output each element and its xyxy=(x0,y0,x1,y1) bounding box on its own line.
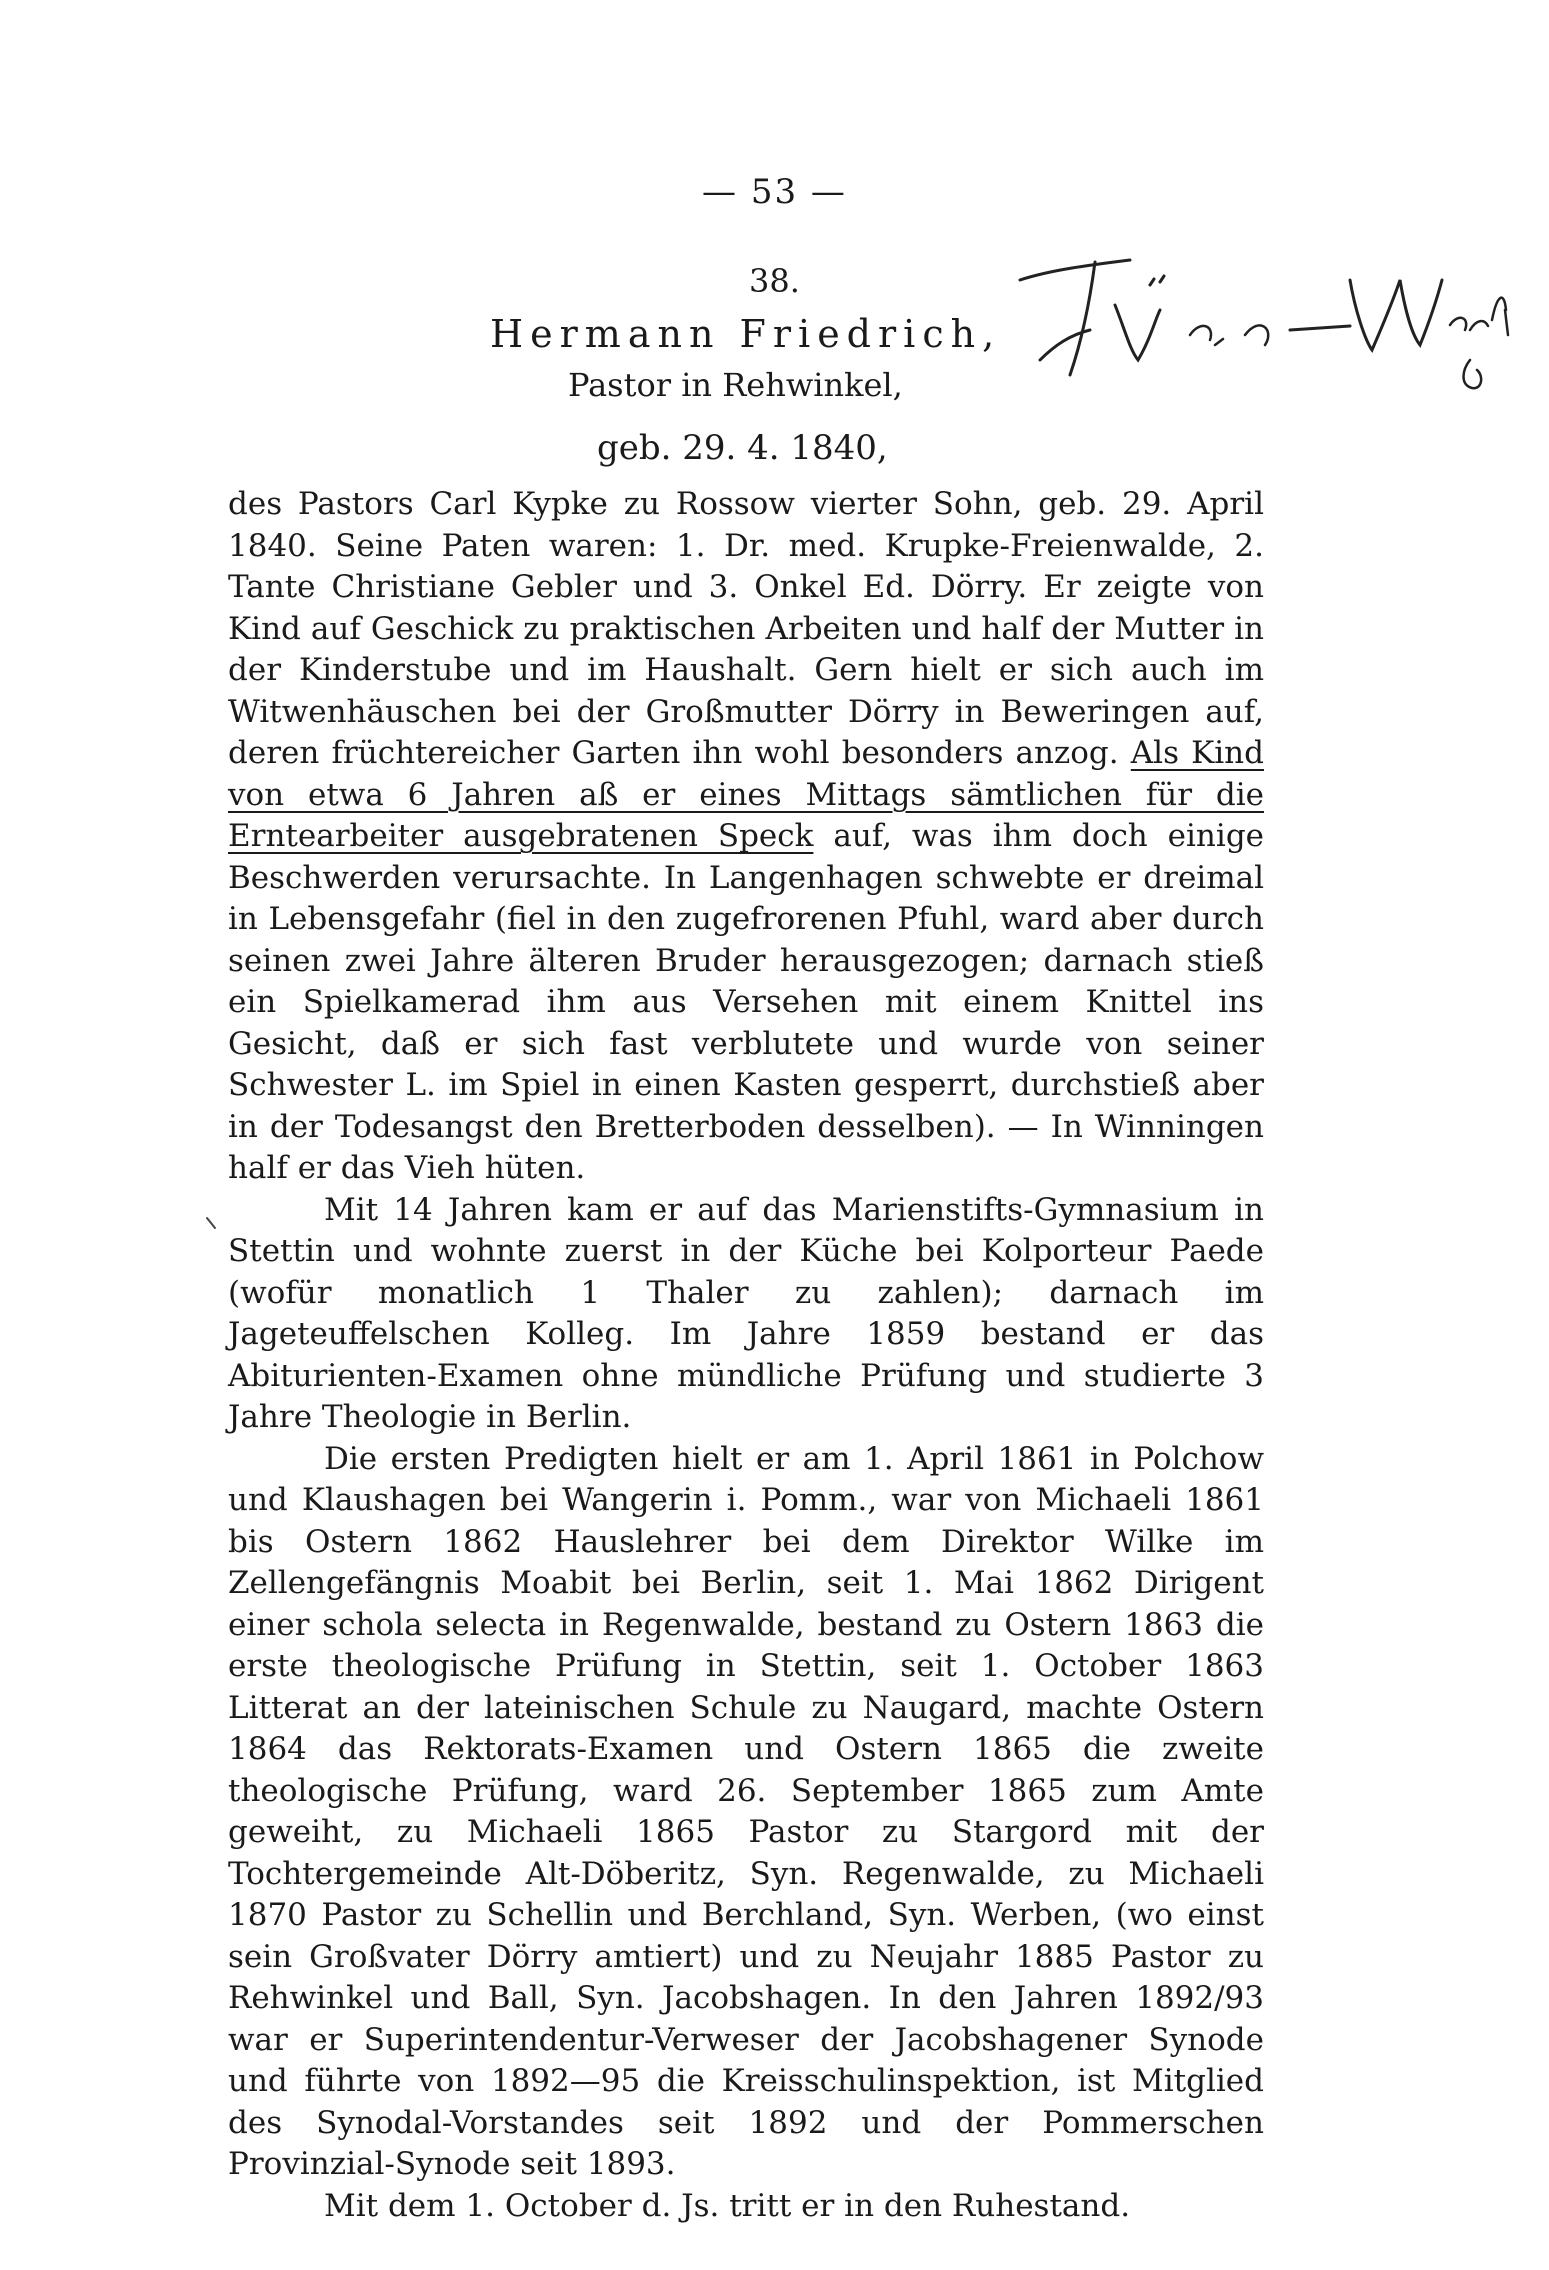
entry-birth-date: geb. 29. 4. 1840, xyxy=(597,428,888,468)
childhood-text-end: auf, was ihm doch einige Beschwerden verursachte. In Langenhagen schwebte er dreimal in Lebensgefahr (fiel in den zugefrorenen Pfuhl, ward aber durch seinen zwei Jahre älteren Bruder herausgezogen; darnach stieß ein Spielkamerad ihm aus Versehen mit einem Knittel ins Gesicht, daß er sich fast verblutete und wurde von seiner Schwester L. im Spiel in einen Kasten gesperrt, durchstieß aber in der Todesangst den Bretterboden desselben). — In Winningen half er das Vieh hüten. xyxy=(228,818,1265,1186)
paragraph-childhood xyxy=(228,484,1264,1190)
entry-number: 38. xyxy=(749,262,800,300)
entry-name: Hermann Friedrich, xyxy=(490,312,1002,356)
paragraph-retirement: Mit dem 1. October d. Js. tritt er in den Ruhestand. xyxy=(324,2187,1131,2224)
paragraph-schooling: Mit 14 Jahren kam er auf das Marienstifts-Gymnasium in Stettin und wohnte zuerst in der Küche bei Kolporteur Paede (wofür monatlich 1 Thaler zu zahlen); darnach im Jageteuffelschen Kolleg. Im Jahre 1859 bestand er das Abiturienten-Examen ohne mündliche Prüfung und studierte 3 Jahre Theologie in Berlin. xyxy=(228,1191,1264,1435)
page-number: — 53 — xyxy=(702,172,847,212)
paragraph-career: Die ersten Predigten hielt er am 1. April 1861 in Polchow und Klaushagen bei Wangerin i. Pomm., war von Michaeli 1861 bis Ostern 1862 Hauslehrer bei dem Direktor Wilke im Zellengefängnis Moabit bei Berlin, seit 1. Mai 1862 Dirigent einer schola selecta in Regenwalde, bestand zu Ostern 1863 die erste theologische Prüfung in Stettin, seit 1. October 1863 Litterat an der lateinischen Schule zu Naugard, machte Ostern 1864 das Rektorats-Examen und Ostern 1865 die zweite theologische Prüfung, ward 26. September 1865 zum Amte geweiht, zu Michaeli 1865 Pastor zu Stargord mit der Tochtergemeinde Alt-Döberitz, Syn. Regenwalde, zu Michaeli 1870 Pastor zu Schellin und Berchland, Syn. Werben, (wo einst sein Großvater Dörry amtiert) und zu Neujahr 1885 Pastor zu Rehwinkel und Ball, Syn. Jacobshagen. In den Jahren 1892/93 war er Superintendentur-Verweser der Jacobshagener Synode und führte von 1892—95 die Kreisschulinspektion, ist Mitglied des Synodal-Vorstandes seit 1892 und der Pommerschen Provinzial-Synode seit 1893. xyxy=(228,1440,1264,2182)
childhood-text-start: des Pastors Carl Kypke zu Rossow vierter Sohn, geb. 29. April 1840. Seine Paten waren: 1. Dr. med. Krupke-Freienwalde, 2. Tante Christiane Gebler und 3. Onkel Ed. Dörry. Er zeigte von Kind auf Geschick zu praktischen Arbeiten und half der Mutter in der Kinderstube und im Haushalt. Gern hielt er sich auch im Witwenhäuschen bei der Großmutter Dörry in Beweringen auf, deren früchtereicher Garten ihn wohl besonders anzog. xyxy=(228,486,1264,771)
biography-text xyxy=(228,484,1264,2227)
handwritten-name-text: Küpper-Wolcraj xyxy=(1000,240,1008,241)
entry-position: Pastor in Rehwinkel, xyxy=(568,366,903,404)
underlined-passage: Als Kind von etwa 6 Jahren aß er eines Mittags sämtlichen für die Erntearbeiter ausgebratenen Speck xyxy=(228,735,1264,854)
handwritten-name-annotation xyxy=(1000,240,1520,410)
margin-pencil-mark xyxy=(205,1216,219,1232)
